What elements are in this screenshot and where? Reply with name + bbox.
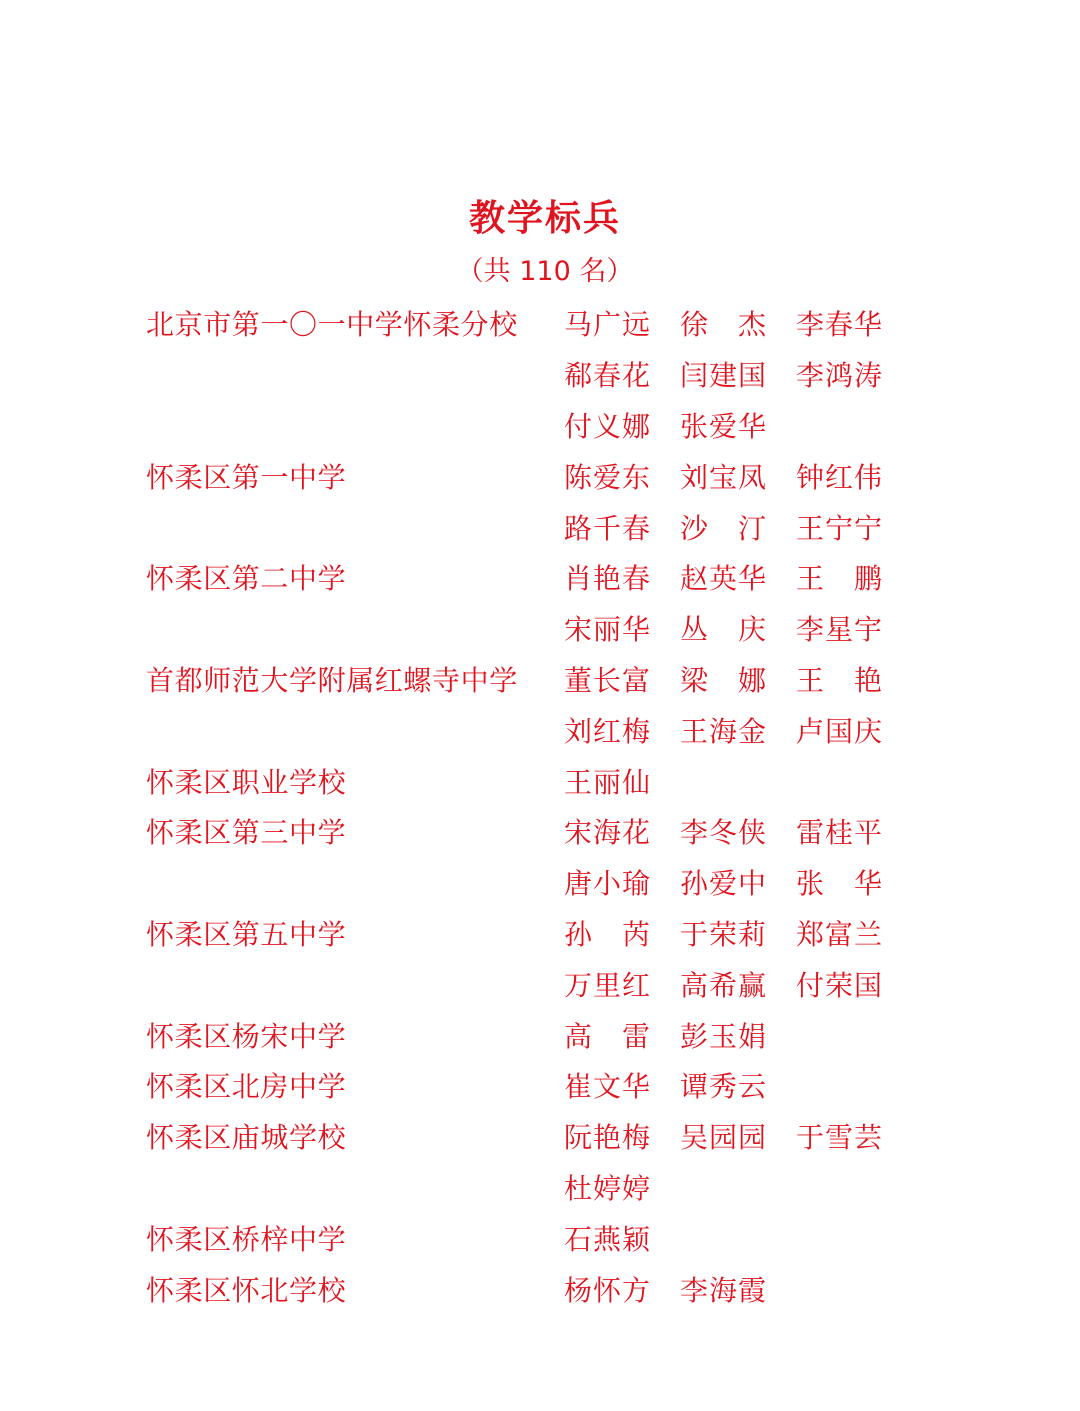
list-row	[146, 503, 946, 554]
list-row	[146, 1214, 946, 1265]
teacher-name: 阮艳梅	[564, 1121, 650, 1155]
teacher-name: 李海霞	[680, 1273, 766, 1307]
teacher-name: 彭玉娟	[680, 1019, 766, 1053]
page-title: 教学标兵	[468, 198, 621, 239]
teacher-name: 于雪芸	[796, 1121, 882, 1155]
list-row	[146, 960, 946, 1011]
list-row	[146, 1265, 946, 1316]
list-row	[146, 554, 946, 605]
teacher-name: 杜婷婷	[564, 1171, 650, 1205]
school-name: 怀柔区第二中学	[146, 562, 347, 596]
list-row	[146, 402, 946, 453]
teacher-name: 路千春	[564, 511, 650, 545]
teacher-name: 马广远	[564, 308, 650, 342]
list-row	[146, 1062, 946, 1113]
teacher-name: 于荣莉	[680, 917, 766, 951]
list-row	[146, 1011, 946, 1062]
teacher-name: 沙 汀	[680, 511, 766, 545]
list-row	[146, 910, 946, 961]
list-row	[146, 605, 946, 656]
teacher-name: 高希赢	[680, 968, 766, 1002]
school-name: 怀柔区第一中学	[146, 460, 347, 494]
list-row	[146, 808, 946, 859]
list-row	[146, 859, 946, 910]
teacher-name: 高 雷	[564, 1019, 650, 1053]
teacher-name: 董长富	[564, 663, 650, 697]
list-row	[146, 452, 946, 503]
teacher-name: 王丽仙	[564, 765, 650, 799]
teacher-name: 雷桂平	[796, 816, 882, 850]
list-row	[146, 757, 946, 808]
teacher-name: 李鸿涛	[796, 359, 882, 393]
school-name: 怀柔区怀北学校	[146, 1273, 347, 1307]
teacher-name: 唐小瑜	[564, 867, 650, 901]
teacher-name: 刘宝凤	[680, 460, 766, 494]
teacher-name: 杨怀方	[564, 1273, 650, 1307]
list-row	[146, 351, 946, 402]
teacher-name: 闫建国	[680, 359, 766, 393]
teacher-name: 郑富兰	[796, 917, 882, 951]
teacher-name: 卢国庆	[796, 714, 882, 748]
teacher-name: 付荣国	[796, 968, 882, 1002]
teacher-name: 王海金	[680, 714, 766, 748]
teacher-name: 丛 庆	[680, 613, 766, 647]
teacher-name: 李春华	[796, 308, 882, 342]
teacher-name: 李星宇	[796, 613, 882, 647]
school-name: 怀柔区桥梓中学	[146, 1222, 347, 1256]
teacher-name: 梁 娜	[680, 663, 766, 697]
teacher-name: 宋海花	[564, 816, 650, 850]
teacher-name: 张 华	[796, 867, 882, 901]
teacher-name: 张爱华	[680, 409, 766, 443]
teacher-name: 徐 杰	[680, 308, 766, 342]
teacher-name: 刘红梅	[564, 714, 650, 748]
teacher-name: 宋丽华	[564, 613, 650, 647]
school-name: 怀柔区职业学校	[146, 765, 347, 799]
list-row	[146, 300, 946, 351]
school-name: 怀柔区北房中学	[146, 1070, 347, 1104]
teacher-name: 谭秀云	[680, 1070, 766, 1104]
teacher-name: 王 鹏	[796, 562, 882, 596]
list-row	[146, 1113, 946, 1164]
teacher-name: 孙 芮	[564, 917, 650, 951]
teacher-name: 石燕颖	[564, 1222, 650, 1256]
teacher-name: 郗春花	[564, 359, 650, 393]
list-row	[146, 706, 946, 757]
teacher-name: 肖艳春	[564, 562, 650, 596]
school-name: 怀柔区杨宋中学	[146, 1019, 347, 1053]
teacher-name: 万里红	[564, 968, 650, 1002]
teacher-name: 吴园园	[680, 1121, 766, 1155]
teacher-name: 崔文华	[564, 1070, 650, 1104]
teacher-name: 付义娜	[564, 409, 650, 443]
teacher-name: 孙爱中	[680, 867, 766, 901]
page-subtitle: （共 110 名）	[456, 256, 634, 287]
school-name: 怀柔区第三中学	[146, 816, 347, 850]
teacher-name: 陈爱东	[564, 460, 650, 494]
school-name: 怀柔区庙城学校	[146, 1121, 347, 1155]
teacher-name: 李冬侠	[680, 816, 766, 850]
school-name: 怀柔区第五中学	[146, 917, 347, 951]
list-row	[146, 1164, 946, 1215]
award-list	[146, 300, 946, 1316]
teacher-name: 王 艳	[796, 663, 882, 697]
teacher-name: 钟红伟	[796, 460, 882, 494]
school-name: 北京市第一〇一中学怀柔分校	[146, 308, 518, 342]
teacher-name: 赵英华	[680, 562, 766, 596]
school-name: 首都师范大学附属红螺寺中学	[146, 663, 518, 697]
list-row	[146, 656, 946, 707]
teacher-name: 王宁宁	[796, 511, 882, 545]
